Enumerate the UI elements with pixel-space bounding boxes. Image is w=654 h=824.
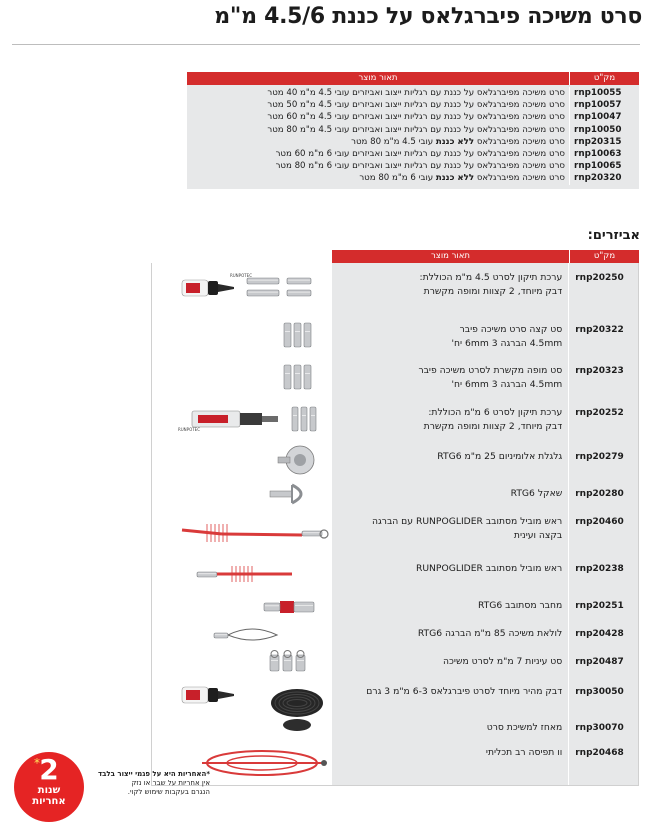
repair-kit-4-5-image: [152, 263, 332, 313]
accessory-code: rnp20251: [575, 601, 624, 611]
holder-image-drawing: [152, 717, 332, 741]
accessories-table: [151, 250, 639, 786]
product-description: סרט משיכה מפיברגלאס על כננת עם רגליות ייצוב ואביזרים עובי 4.5 מ"מ 50 מטר: [267, 100, 565, 111]
desc-part: סרט משיכה מפיברגלאס: [474, 136, 565, 147]
product-code: rnp20315: [574, 136, 622, 147]
accessory-description: [332, 441, 568, 479]
runpotec-label: RUNPOTEC: [177, 427, 200, 432]
guide-head-image-drawing: [152, 555, 332, 593]
accessory-code: rnp20279: [575, 452, 624, 462]
warranty-note: [90, 770, 210, 797]
accessory-description-line: מחבר מסתובב RTG6: [477, 600, 563, 611]
desc-part: עובי 4.5 מ"מ 80 מטר: [351, 136, 436, 147]
accessory-description-line: 4.5mm הברגה 6mm 3 יח': [451, 338, 563, 349]
product-description: סרט משיכה מפיברגלאס על כננת עם רגליות ייצוב ואביזרים עובי 6 מ"מ 60 מטר: [275, 148, 565, 159]
product-code: rnp10065: [574, 161, 622, 172]
glue-and-holder-image-drawing: [152, 677, 332, 717]
accessory-description: [332, 263, 568, 313]
product-description: סרט משיכה מפיברגלאס על כננת עם רגליות ייצוב ואביזרים עובי 4.5 מ"מ 60 מטר: [267, 112, 565, 123]
glue-and-holder-image: [152, 677, 332, 717]
products-table-header: [187, 72, 639, 85]
accessory-description: [332, 621, 568, 649]
accessory-description: [332, 593, 568, 621]
accessory-description-line: 4.5mm הברגה 6mm 3 יח': [451, 379, 563, 390]
title-divider: [12, 44, 640, 45]
accessory-description: [332, 677, 568, 717]
page-title: סרט משיכה פיברגלאס על כננת 4.5/6 מ"מ: [214, 4, 642, 29]
product-description: [187, 136, 569, 148]
holder-image: [152, 717, 332, 741]
eyelet-set-image: [152, 649, 332, 677]
product-description: סרט משיכה מפיברגלאס על כננת עם רגליות ייצוב ואביזרים עובי 6 מ"מ 80 מטר: [275, 161, 565, 172]
star-icon: *: [34, 756, 40, 770]
warranty-note-line: הנגרם בעקבות שימוש לקוי.: [127, 788, 210, 796]
accessories-heading: אביזרים:: [587, 228, 640, 243]
accessories-code-column: [568, 263, 638, 785]
accessory-description-line: מאחז למשיכת סרט: [486, 722, 563, 733]
swivel-connector-image: [152, 593, 332, 621]
accessory-description-line: לולאת משיכה 85 מ"מ הברגה RTG6: [417, 628, 563, 639]
accessory-code: rnp20238: [575, 564, 624, 574]
accessory-code: rnp20323: [575, 366, 624, 376]
header-description: תאור מוצר: [332, 250, 569, 263]
desc-part: סרט משיכה מפיברגלאס: [474, 173, 565, 184]
runpotec-label: RUNPOTEC: [229, 273, 252, 278]
accessories-description-column: [332, 263, 568, 785]
accessory-description: [332, 357, 568, 397]
swivel-connector-image-drawing: [152, 593, 332, 621]
accessories-table-body: [151, 263, 639, 786]
accessory-code: rnp20250: [575, 273, 624, 283]
products-table-body: [187, 85, 639, 189]
shackle-image: [152, 479, 332, 509]
accessory-description: [332, 479, 568, 509]
accessory-code: rnp20280: [575, 489, 624, 499]
pulling-loop-image-drawing: [152, 621, 332, 649]
product-code: rnp10050: [574, 124, 622, 135]
coupling-set-image-drawing: [152, 357, 332, 397]
accessory-description-line: דבק מיוחד, 2 קצוות ומופה מקשרת: [423, 286, 563, 297]
accessory-code: rnp30050: [575, 687, 624, 697]
accessory-description-line: סט מופה מקשרת לסרט משיכה פיבר: [418, 365, 563, 376]
accessory-description: [332, 741, 568, 785]
guide-head-eye-image: [152, 509, 332, 555]
accessory-description: [332, 717, 568, 741]
warranty-years: 2: [39, 753, 59, 786]
warranty-note-line: אין אחריות על שבר או נזק: [131, 779, 210, 787]
guide-head-image: [152, 555, 332, 593]
header-description: תאור מוצר: [187, 72, 569, 85]
product-code: rnp10055: [574, 88, 622, 98]
accessory-description-line: וו תפיסה רב תכליתי: [485, 747, 563, 758]
repair-kit-6-image-drawing: [152, 397, 332, 441]
accessory-description: [332, 555, 568, 593]
accessory-description-line: ערכת תיקון לסרט 6 מ"מ הכוללת:: [428, 407, 563, 418]
desc-bold-part: ללא כננת: [435, 173, 475, 184]
products-code-column: [569, 87, 639, 185]
header-code: מק"ט: [569, 72, 639, 85]
product-description: [187, 172, 569, 184]
eyelet-set-image-drawing: [152, 649, 332, 677]
accessory-description-line: ראש מוביל מסתובב RUNPOGLIDER עם הברגה: [371, 516, 563, 527]
accessory-description-line: סט קצה סרט משיכה פיבר: [459, 324, 563, 335]
guide-head-eye-image-drawing: [152, 509, 332, 555]
accessory-code: rnp20468: [575, 748, 624, 758]
aluminium-pulley-image-drawing: [152, 441, 332, 479]
products-table: [187, 72, 639, 189]
accessory-description-line: ראש מוביל מסתובב RUNPOGLIDER: [415, 563, 563, 574]
coupling-set-image: [152, 357, 332, 397]
accessory-description: [332, 313, 568, 357]
products-description-column: [187, 87, 569, 185]
accessory-code: rnp30070: [575, 723, 624, 733]
pulling-loop-image: [152, 621, 332, 649]
aluminium-pulley-image: [152, 441, 332, 479]
product-code: rnp20320: [574, 173, 622, 184]
repair-kit-6-image: [152, 397, 332, 441]
accessories-image-column: [152, 263, 332, 785]
repair-kit-4-5-image-drawing: [152, 263, 332, 313]
shackle-image-drawing: [152, 479, 332, 509]
header-code: מק"ט: [569, 250, 639, 263]
accessory-description: [332, 509, 568, 555]
accessory-code: rnp20460: [575, 517, 624, 527]
accessory-description-line: סט עיניות 7 מ"מ לסרט משיכה: [443, 656, 563, 667]
product-code: rnp10047: [574, 112, 622, 123]
accessory-description-line: דבק מהיר מיוחד לסרט פיברגלאס 6-3 מ"מ 3 גרם: [366, 686, 563, 697]
product-description: סרט משיכה מפיברגלאס על כננת עם רגליות ייצוב ואביזרים עובי 4.5 מ"מ 80 מטר: [267, 124, 565, 135]
accessory-description: [332, 649, 568, 677]
accessory-description: [332, 397, 568, 441]
warranty-word-years: שנות: [37, 785, 61, 796]
desc-part: עובי 6 מ"מ 80 מטר: [359, 173, 436, 184]
accessory-code: rnp20322: [575, 325, 624, 335]
accessory-description-line: ערכת תיקון לסרט 4.5 מ"מ הכוללת:: [419, 272, 563, 283]
end-set-image-drawing: [152, 313, 332, 357]
warranty-word-warranty: אחריות: [32, 796, 66, 807]
accessory-description-line: בקצה ועינית: [513, 530, 563, 541]
accessory-description-line: דבק מיוחד, 2 קצוות ומופה מקשרת: [423, 421, 563, 432]
accessory-code: rnp20252: [575, 408, 624, 418]
accessories-table-header: [151, 250, 639, 263]
product-code: rnp10063: [574, 148, 622, 159]
accessory-description-line: גלגלת אלומיניום 25 מ"מ RTG6: [437, 451, 563, 462]
accessory-description-line: שאקל RTG6: [510, 488, 563, 499]
product-description: סרט משיכה מפיברגלאס על כננת עם רגליות ייצוב ואביזרים עובי 4.5 מ"מ 40 מטר: [267, 88, 565, 98]
desc-bold-part: ללא כננת: [435, 136, 475, 147]
accessory-code: rnp20428: [575, 629, 624, 639]
product-code: rnp10057: [574, 100, 622, 111]
warranty-note-line: *האחריות היא על פגמי ייצור בלבד: [98, 770, 210, 778]
header-image-spacer: [151, 250, 332, 263]
accessory-code: rnp20487: [575, 657, 624, 667]
warranty-badge: [14, 752, 84, 822]
end-set-image: [152, 313, 332, 357]
